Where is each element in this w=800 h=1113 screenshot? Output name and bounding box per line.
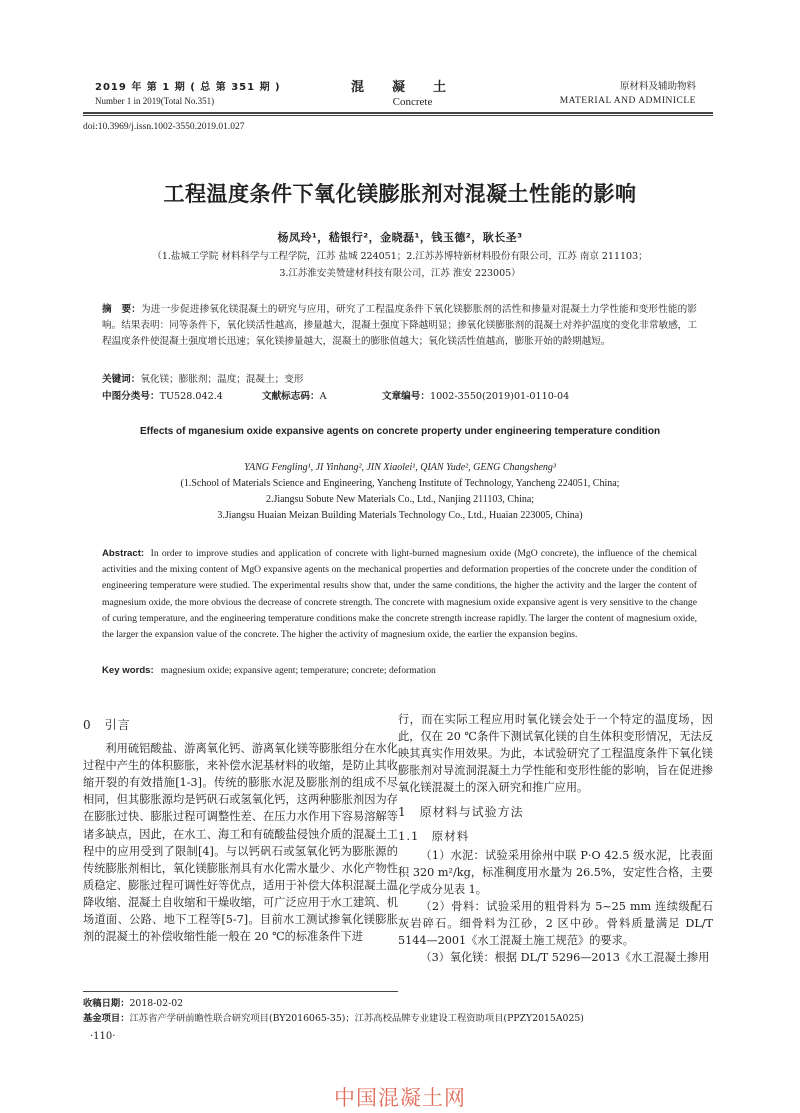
received-value: 2018-02-02 [129,998,184,1009]
section-cn: 原材料及辅助物料 [619,81,696,92]
abstract-en-text: In order to improve studies and application of concrete with light-burned magnesium oxide (MgO concrete), the influence of the chemical activities and the mixing content of MgO expansive agents on the mechanical properties and deformation properties of the concrete under the condition of engineering temperature were studied. The experimental results show that, under the same conditions, the higher the activity and the larger the content of magnesium oxide, the more obvious the decrease of concrete strength. The concrete with magnesium oxide expansive agent is very sensitive to the change of curing temperature, and the engineering temperature conditions make the concrete strength increase rapidly. The larger the content of magnesium oxide, the larger the expansion value of the concrete. The higher the activity of magnesium oxide, the earlier the expansion begins. [102,548,697,641]
issue-en: Number 1 in 2019(Total No.351) [95,96,215,106]
section-0-paragraph: 利用硫铝酸盐、游离氧化钙、游离氧化镁等膨胀组分在水化过程中产生的体积膨胀，来补偿水泥基材料的收缩，是防止其收缩开裂的有效措施[1-3]。传统的膨胀水泥及膨胀剂的组成不尽相同，但其膨胀源均是钙矾石或氢氧化钙，这两种膨胀剂因为存在膨胀过快、膨胀过程可调整性差、在压力水作用下容易溶解等诸多缺点，因此，在水工、海工和有硫酸盐侵蚀介质的混凝土工程中的应用受到了限制[4]。与以钙矾石或氢氧化钙为膨胀源的传统膨胀剂相比，氧化镁膨胀剂具有水化需水量少、水化产物性质稳定、膨胀过程可调性好等优点，适用于补偿大体积混凝土温降收缩、混凝土自收缩和干燥收缩，可广泛应用于水工建筑、机场道面、公路、地下工程等[5-7]。目前水工测试掺氧化镁膨胀剂的混凝土的补偿收缩性能一般在 20 ℃的标准条件下进 [83,742,398,944]
doi: doi:10.3969/j.issn.1002-3550.2019.01.027 [83,122,245,132]
body-left-column [83,715,398,945]
affiliation-en-1: (1.School of Materials Science and Engineering, Yancheng Institute of Technology, Yancheng 224051, China; [180,478,620,489]
fund-label: 基金项目： [83,1013,130,1024]
issue-cn: 2019 年 第 1 期 ( 总 第 351 期 ) [95,82,281,93]
section-1-1-heading: 1.1 原材料 [398,828,470,843]
keywords-en-text: magnesium oxide; expansive agent; temperature; concrete; deformation [160,665,436,676]
section-en: MATERIAL AND ADMINICLE [559,96,696,106]
body-right-column [398,711,713,966]
header-rule-thin [83,115,713,116]
clc-value: TU528.042.4 [159,391,223,402]
authors-en: YANG Fengling¹, JI Yinhang², JIN Xiaolei¹, QIAN Yude², GENG Changsheng³ [244,462,556,473]
doc-code-label: 文献标志码： [262,391,320,402]
page-number: ·110· [90,1031,116,1042]
article-no-label: 文章编号： [382,391,430,402]
header-rule [83,112,713,114]
material-item-cement: （1）水泥：试验采用徐州中联 P·O 42.5 级水泥，比表面积 320 m²/kg，标准稠度用水量为 26.5%，安定性合格，主要化学成分见表 1。 [398,848,713,896]
watermark: 中国混凝土网 [334,1086,466,1110]
abstract-en-label: Abstract: [102,548,145,559]
footnote-rule [83,991,398,992]
abstract-cn-text: 为进一步促进掺氧化镁混凝土的研究与应用，研究了工程温度条件下氧化镁膨胀剂的活性和掺量对混凝土力学性能和变形性能的影响。结果表明：同等条件下，氧化镁活性越高，掺量越大，混凝土强度下降越明显；掺氧化镁膨胀剂的混凝土对养护温度的变化非常敏感，工程温度条件使混凝土强度增长迅速；氧化镁掺量越大，混凝土的膨胀值越大；氧化镁活性值越高，膨胀开始的龄期越短。 [102,304,698,348]
section-0-heading: 0 引言 [83,718,131,732]
journal-cn: 混凝土 [350,80,474,95]
received-label: 收稿日期： [83,998,130,1009]
abstract-en [102,546,697,643]
abstract-cn-label: 摘 要： [102,304,142,315]
fund-project [83,1010,584,1024]
material-item-mgo: （3）氧化镁：根据 DL/T 5296—2013《水工混凝土掺用 [420,951,710,965]
fund-value: 江苏省产学研前瞻性联合研究项目(BY2016065-35)；江苏高校品牌专业建设工程资助项目(PPZY2015A025) [129,1013,584,1024]
clc-label: 中图分类号： [102,391,160,402]
affiliation-en-3: 3.Jiangsu Huaian Meizan Building Materials Technology Co., Ltd., Huaian 223005, China) [217,510,583,521]
material-item-aggregate: （2）骨料：试验采用的粗骨料为 5~25 mm 连续级配石灰岩碎石。细骨料为江砂，2 区中砂。骨料质量满足 DL/T 5144—2001《水工混凝土施工规范》的要求。 [398,899,713,948]
affiliation-en-2: 2.Jiangsu Sobute New Materials Co., Ltd., Nanjing 211103, China; [265,494,535,505]
keywords-en-label: Key words: [102,665,154,676]
doc-code-value: A [319,391,327,402]
right-paragraph-1: 行，而在实际工程应用时氧化镁会处于一个特定的温度场，因此，仅在 20 ℃条件下测试氧化镁的自生体积变形情况，无法反映其真实作用效果。为此，本试验研究了工程温度条件下氧化镁膨胀剂对导流洞混凝土力学性能和变形性能的影响，旨在促进掺氧化镁混凝土的深入研究和推广应用。 [398,713,713,795]
journal-en: Concrete [392,96,433,108]
paper-title-en: Effects of mganesium oxide expansive agents on concrete property under engineering temperature condition [139,426,661,437]
keywords-cn-text: 氧化镁；膨胀剂；温度；混凝土；变形 [140,374,304,385]
affiliation-cn-2: 3.江苏淮安美赞建材科技有限公司，江苏 淮安 223005） [279,268,521,279]
article-no-value: 1002-3550(2019)01-0110-04 [429,391,570,402]
affiliation-cn-1: （1.盐城工学院 材料科学与工程学院，江苏 盐城 224051；2.江苏苏博特新材料股份有限公司，江苏 南京 211103； [152,251,648,262]
keywords-cn [102,371,303,385]
section-1-heading: 1 原材料与试验方法 [398,805,524,820]
received-date [83,995,183,1009]
paper-title-cn: 工程温度条件下氧化镁膨胀剂对混凝土性能的影响 [163,182,637,206]
abstract-cn [102,302,697,351]
keywords-en [102,665,436,676]
authors-cn: 杨凤玲¹，嵇银行²，金晓磊¹，钱玉德²，耿长圣³ [277,231,523,244]
keywords-cn-label: 关键词： [102,374,141,385]
